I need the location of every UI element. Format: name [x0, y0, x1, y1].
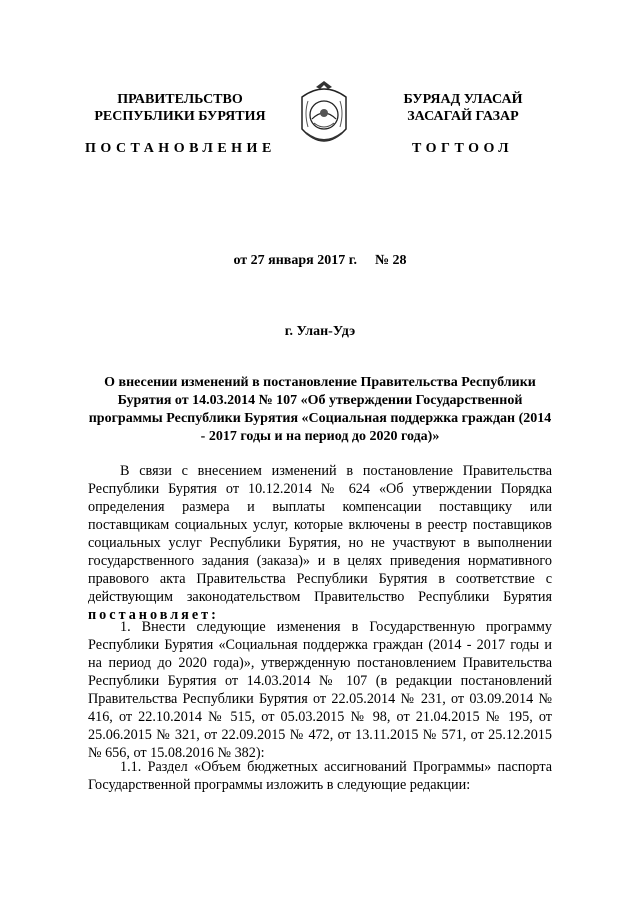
item-1-text: 1. Внести следующие изменения в Государственную программу Республики Бурятия «Социальная поддержка граждан (2014 - 2017 годы и на период до 2020 года)», утвержденную постановлением Правительства Республики Бурятия от 14.03.2014 № 107 (в редакции постановлений Правительства Республики Бурятия от 22.05.2014 № 231, от 03.09.2014 № 416, от 22.10.2014 № 515, от 05.03.2015 № 98, от 21.04.2015 № 195, от 25.06.2015 № 321, от 22.09.2015 № 472, от 13.11.2015 № 571, от 25.12.2015 № 656, от 15.08.2016 № 382): [88, 619, 552, 761]
item-1-1-paragraph [88, 758, 552, 794]
document-city: г. Улан-Удэ [284, 324, 356, 339]
document-date: от 27 января 2017 г. [233, 253, 357, 268]
intro-text: В связи с внесением изменений в постановление Правительства Республики Бурятия от 10.12.2014 № 624 «Об утверждении Порядка определения размера и выплаты компенсации поставщику или поставщикам социальных услуг, которые включены в реестр поставщиков социальных услуг Республики Бурятия, но не участвуют в выполнении государственного задания (заказа)» и в целях приведения нормативного правового акта Правительства Республики Бурятия в соответствие с действующим законодательством Правительство Республики Бурятия [88, 463, 552, 605]
item-1-1-text: 1.1. Раздел «Объем бюджетных ассигнований Программы» паспорта Государственной программы изложить в следующие редакции: [88, 759, 552, 793]
issuer-line-2: РЕСПУБЛИКИ БУРЯТИЯ [94, 109, 266, 124]
document-date-line [0, 253, 640, 269]
issuer-name-russian [85, 91, 275, 125]
document-type-russian: ПОСТАНОВЛЕНИЕ [85, 141, 276, 156]
issuer-line-2-buryat: ЗАСАГАЙ ГАЗАР [407, 109, 519, 124]
document-number: № 28 [374, 253, 407, 268]
decree-word: постановляет: [88, 607, 219, 623]
document-title: О внесении изменений в постановление Правительства Республики Бурятия от 14.03.2014 № 107 «Об утверждении Государственной программы Республики Бурятия «Социальная поддержка граждан (2014 - 2017 годы и на период до 2020 года)» [88, 375, 552, 444]
item-1-paragraph [88, 618, 552, 762]
issuer-line-1-buryat: БУРЯАД УЛАСАЙ [403, 92, 523, 107]
coat-of-arms-emblem [294, 79, 354, 157]
document-type-buryat: ТОГТООЛ [412, 141, 514, 156]
issuer-line-1: ПРАВИТЕЛЬСТВО [117, 92, 243, 107]
issuer-name-buryat [378, 91, 548, 125]
intro-paragraph [88, 462, 552, 624]
